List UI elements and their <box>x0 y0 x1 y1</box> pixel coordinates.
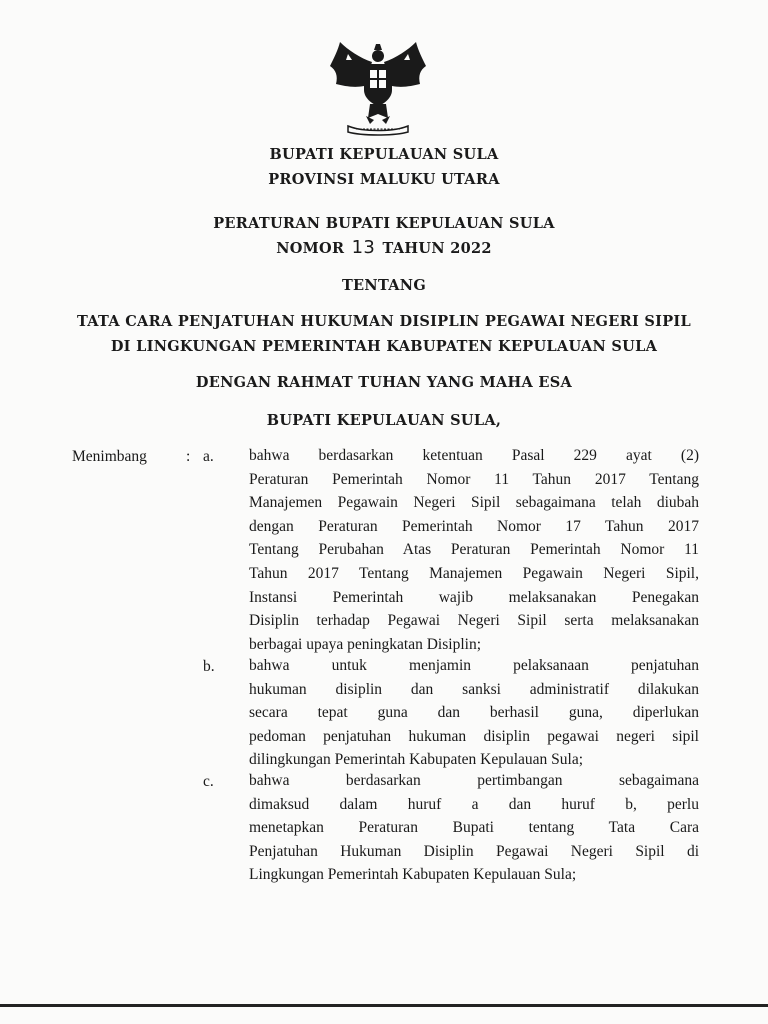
subject-line-1: TATA CARA PENJATUHAN HUKUMAN DISIPLIN PEGAWAI NEGERI SIPIL <box>76 313 692 330</box>
year-text: TAHUN 2022 <box>382 240 492 257</box>
paragraph-line: pedoman penjatuhan hukuman disiplin pegawai negeri sipil <box>249 727 699 745</box>
number-prefix: NOMOR <box>276 240 345 257</box>
bupati-line: BUPATI KEPULAUAN SULA, <box>266 412 502 429</box>
item-letter-b: b. <box>203 658 215 675</box>
paragraph-line: Penjatuhan Hukuman Disiplin Pegawai Negeri Sipil di <box>249 842 699 860</box>
regulation-number <box>0 237 768 258</box>
paragraph-line: Lingkungan Pemerintah Kabupaten Kepulauan Sula; <box>249 866 577 884</box>
rahmat-line: DENGAN RAHMAT TUHAN YANG MAHA ESA <box>195 374 573 391</box>
paragraph-line: Tentang Perubahan Atas Peraturan Pemerintah Nomor 11 <box>249 541 699 559</box>
paragraph-line: dengan Peraturan Pemerintah Nomor 17 Tahun 2017 <box>249 517 699 535</box>
paragraph-line: dimaksud dalam huruf a dan huruf b, perlu <box>249 795 699 813</box>
garuda-emblem-icon <box>326 40 430 136</box>
item-letter-c: c. <box>203 773 214 790</box>
menimbang-colon: : <box>186 448 191 465</box>
paragraph-line: hukuman disiplin dan sanksi administratif dilakukan <box>249 680 699 698</box>
paragraph-line: Instansi Pemerintah wajib melaksanakan Penegakan <box>249 588 699 606</box>
number-value: 13 <box>351 237 376 258</box>
paragraph-line: secara tepat guna dan berhasil guna, diperlukan <box>249 704 699 722</box>
item-letter-a: a. <box>203 448 214 465</box>
paragraph-line: menetapkan Peraturan Bupati tentang Tata Cara <box>249 819 699 837</box>
item-paragraph-b <box>249 654 699 772</box>
regulation-title: PERATURAN BUPATI KEPULAUAN SULA <box>213 215 555 232</box>
item-paragraph-c <box>249 769 699 887</box>
subject-line-2: DI LINGKUNGAN PEMERINTAH KABUPATEN KEPULAUAN SULA <box>110 338 658 355</box>
paragraph-line: bahwa berdasarkan pertimbangan sebagaimana <box>249 772 699 789</box>
paragraph-line: Manajemen Pegawain Negeri Sipil sebagaimana telah diubah <box>249 494 699 512</box>
page-bottom-rule <box>0 1004 768 1007</box>
paragraph-line: berbagai upaya peningkatan Disiplin; <box>249 635 482 653</box>
menimbang-label: Menimbang <box>72 448 147 465</box>
paragraph-line: Peraturan Pemerintah Nomor 11 Tahun 2017 Tentang <box>249 470 699 488</box>
paragraph-line: bahwa berdasarkan ketentuan Pasal 229 ayat (2) <box>249 447 699 464</box>
item-paragraph-a <box>249 444 699 656</box>
paragraph-line: dilingkungan Pemerintah Kabupaten Kepulauan Sula; <box>249 751 584 769</box>
paragraph-line: Disiplin terhadap Pegawai Negeri Sipil serta melaksanakan <box>249 612 699 630</box>
province-title: PROVINSI MALUKU UTARA <box>268 171 500 188</box>
paragraph-line: Tahun 2017 Tentang Manajemen Pegawain Negeri Sipil, <box>249 564 699 582</box>
paragraph-line: bahwa untuk menjamin pelaksanaan penjatuhan <box>249 657 699 674</box>
tentang-heading: TENTANG <box>341 277 427 294</box>
issuer-title: BUPATI KEPULAUAN SULA <box>269 146 499 163</box>
